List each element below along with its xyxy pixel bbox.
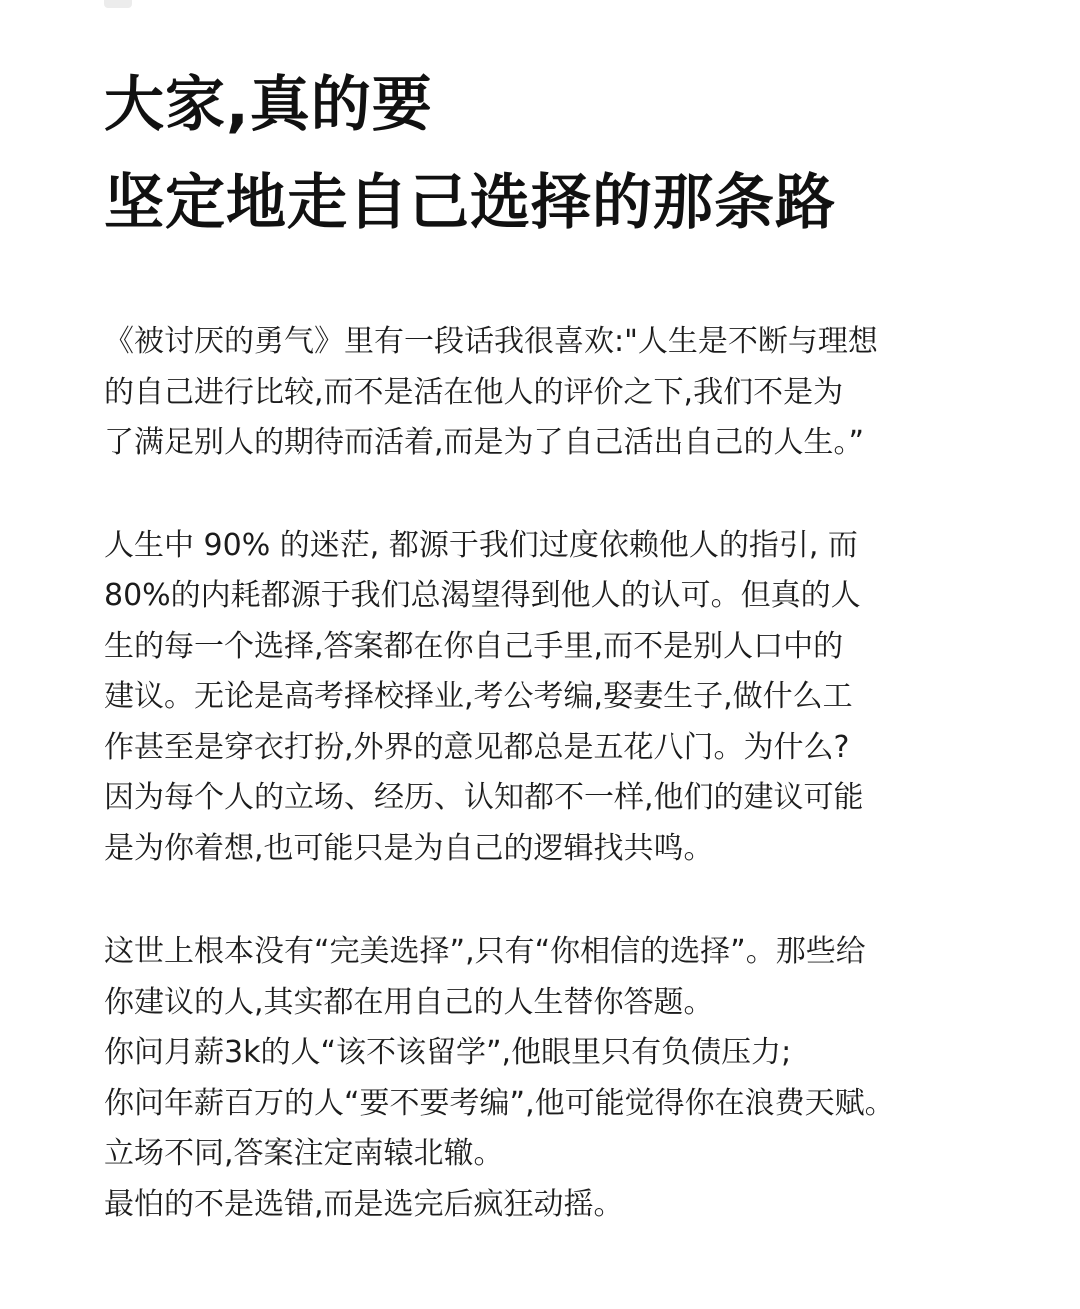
text-line: 因为每个人的立场、经历、认知都不一样,他们的建议可能 <box>104 780 864 815</box>
text-line: 生的每一个选择,答案都在你自己手里,而不是别人口中的 <box>104 628 844 664</box>
text-line: 你建议的人,其实都在用自己的人生替你答题。 <box>104 984 714 1020</box>
text-line: 《被讨厌的勇气》里有一段话我很喜欢:"人生是不断与理想 <box>104 324 878 359</box>
text-line: 立场不同,答案注定南辕北辙。 <box>104 1136 504 1171</box>
text-line: 是为你着想,也可能只是为自己的逻辑找共鸣。 <box>104 830 714 866</box>
text-line: 最怕的不是选错,而是选完后疯狂动摇。 <box>104 1186 624 1222</box>
text-line: 了满足别人的期待而活着,而是为了自己活出自己的人生。” <box>104 425 865 460</box>
paragraph-choice <box>104 927 984 1230</box>
title-line-1: 大家,真的要 <box>104 70 433 140</box>
text-line: 80%的内耗都源于我们总渴望得到他人的认可。但真的人 <box>104 578 861 613</box>
text-line: 建议。无论是高考择校择业,考公考编,娶妻生子,做什么工 <box>104 679 853 714</box>
top-handle <box>104 0 132 8</box>
title-line-2: 坚定地走自己选择的那条路 <box>104 168 836 238</box>
text-line: 你问月薪3k的人“该不该留学”,他眼里只有负债压力; <box>104 1035 792 1070</box>
text-line: 作甚至是穿衣打扮,外界的意见都总是五花八门。为什么? <box>104 729 850 765</box>
article-body <box>104 317 984 1230</box>
text-line: 这世上根本没有“完美选择”,只有“你相信的选择”。那些给 <box>104 934 866 969</box>
page-title <box>104 56 1004 252</box>
paragraph-confusion <box>104 521 984 875</box>
paragraph-quote <box>104 317 984 469</box>
text-line: 的自己进行比较,而不是活在他人的评价之下,我们不是为 <box>104 374 844 410</box>
text-line: 人生中 90% 的迷茫, 都源于我们过度依赖他人的指引, 而 <box>104 527 858 563</box>
text-line: 你问年薪百万的人“要不要考编”,他可能觉得你在浪费天赋。 <box>104 1085 895 1121</box>
